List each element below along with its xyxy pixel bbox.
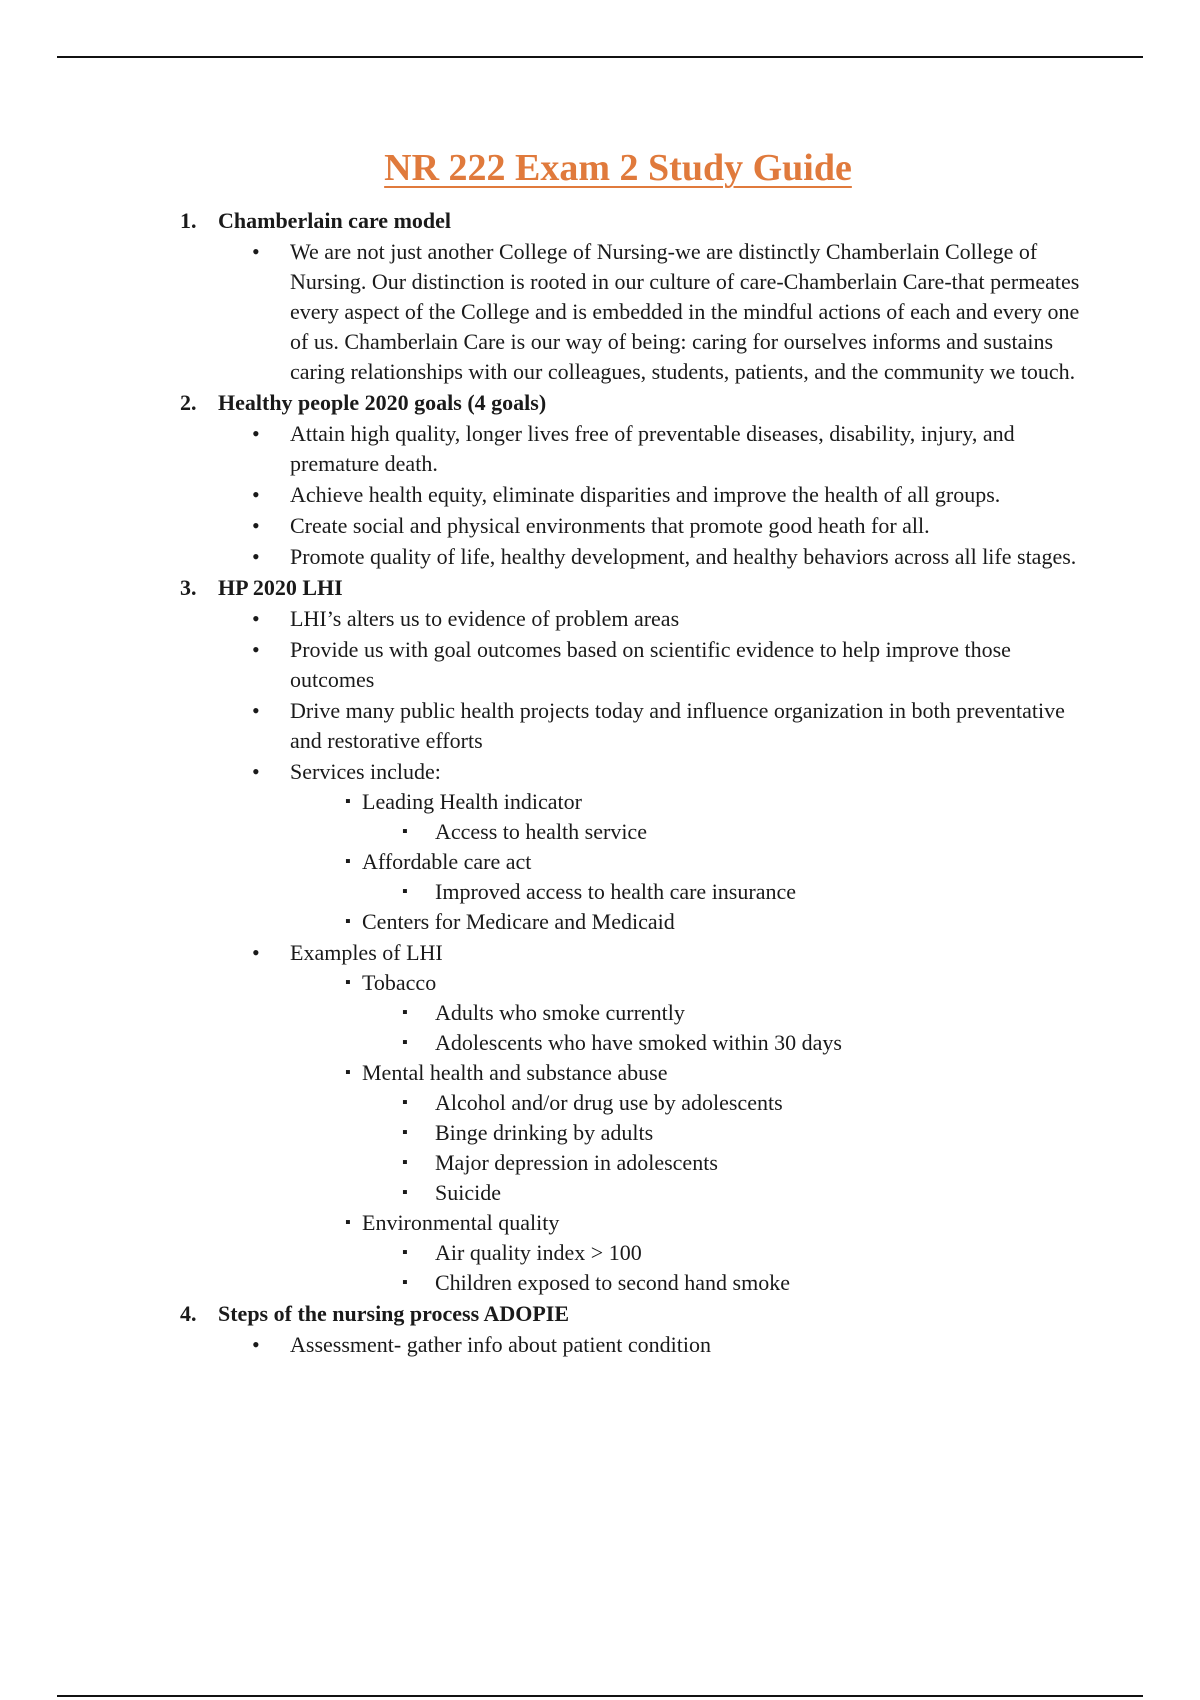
list-item: • Drive many public health projects today and influence organization in both preventative and restorative efforts [290,696,1100,756]
sub-list-item-label: Tobacco [362,970,437,995]
section-2 [180,388,1100,572]
sub-sub-list-item: ▪ Major depression in adolescents [435,1148,1100,1178]
section-heading: Healthy people 2020 goals (4 goals) [218,390,547,415]
section-4 [180,1299,1100,1360]
sub-sub-list-item: ▪ Air quality index > 100 [435,1238,1100,1268]
list-item: • We are not just another College of Nursing-we are distinctly Chamberlain College of Nursing. Our distinction is rooted in our culture of care-Chamberlain Care-that permeates every aspect of the College and is embedded in the mindful actions of each and every one of us. Chamberlain Care is our way of being: caring for ourselves informs and sustains caring relationships with our colleagues, students, patients, and the community we touch. [290,237,1100,387]
sub-list-item [362,847,1100,907]
list-item: • LHI’s alters us to evidence of problem areas [290,604,1100,634]
sub-list-item [362,1058,1100,1208]
sub-list-item-label: Mental health and substance abuse [362,1060,668,1085]
sub-sub-list [362,1088,1100,1208]
sub-sub-list-item: ▪ Binge drinking by adults [435,1118,1100,1148]
sub-list-item [362,968,1100,1058]
list-item: • Create social and physical environments that promote good heath for all. [290,511,1100,541]
section-1 [180,206,1100,387]
sub-sub-list-item: ▪ Suicide [435,1178,1100,1208]
list-item: • Attain high quality, longer lives free of preventable diseases, disability, injury, and premature death. [290,419,1100,479]
bullet-list [218,1330,1100,1360]
section-number: 1. [180,208,197,233]
list-item: • Assessment- gather info about patient condition [290,1330,1100,1360]
list-item: • Provide us with goal outcomes based on scientific evidence to help improve those outcomes [290,635,1100,695]
section-3 [180,573,1100,1298]
sub-list-item-label: Environmental quality [362,1210,560,1235]
section-heading: Steps of the nursing process ADOPIE [218,1301,570,1326]
sub-sub-list-item: ▪ Improved access to health care insurance [435,877,1100,907]
sub-sub-list [362,998,1100,1058]
sub-list-item-label: Affordable care act [362,849,532,874]
list-item-label: Examples of LHI [290,940,443,965]
section-heading: Chamberlain care model [218,208,452,233]
section-number: 3. [180,575,197,600]
sub-list-item [362,1208,1100,1298]
services-list [290,787,1100,937]
examples-list [290,968,1100,1298]
list-item-label: Services include: [290,759,441,784]
section-heading: HP 2020 LHI [218,575,343,600]
sub-sub-list [362,817,1100,847]
sub-sub-list-item: ▪ Adolescents who have smoked within 30 days [435,1028,1100,1058]
bullet-list [218,419,1100,572]
section-number: 2. [180,390,197,415]
sub-list-item [362,907,1100,937]
sub-sub-list-item: ▪ Alcohol and/or drug use by adolescents [435,1088,1100,1118]
sub-sub-list [362,1238,1100,1298]
sub-list-item-label: Centers for Medicare and Medicaid [362,909,675,934]
list-item: • Achieve health equity, eliminate disparities and improve the health of all groups. [290,480,1100,510]
sub-list-item [362,787,1100,847]
sub-sub-list-item: ▪ Access to health service [435,817,1100,847]
sub-sub-list-item: ▪ Adults who smoke currently [435,998,1100,1028]
document-body [180,206,1100,1361]
list-item-services [290,757,1100,937]
sub-sub-list-item: ▪ Children exposed to second hand smoke [435,1268,1100,1298]
sub-sub-list [362,877,1100,907]
bullet-list [218,604,1100,1298]
sub-list-item-label: Leading Health indicator [362,789,582,814]
top-rule [57,56,1143,58]
bottom-rule [57,1695,1143,1697]
list-item: • Promote quality of life, healthy development, and healthy behaviors across all life stages. [290,542,1100,572]
page-title: NR 222 Exam 2 Study Guide [384,147,852,189]
section-list [180,206,1100,1360]
section-number: 4. [180,1301,197,1326]
list-item-examples [290,938,1100,1298]
bullet-list [218,237,1100,387]
